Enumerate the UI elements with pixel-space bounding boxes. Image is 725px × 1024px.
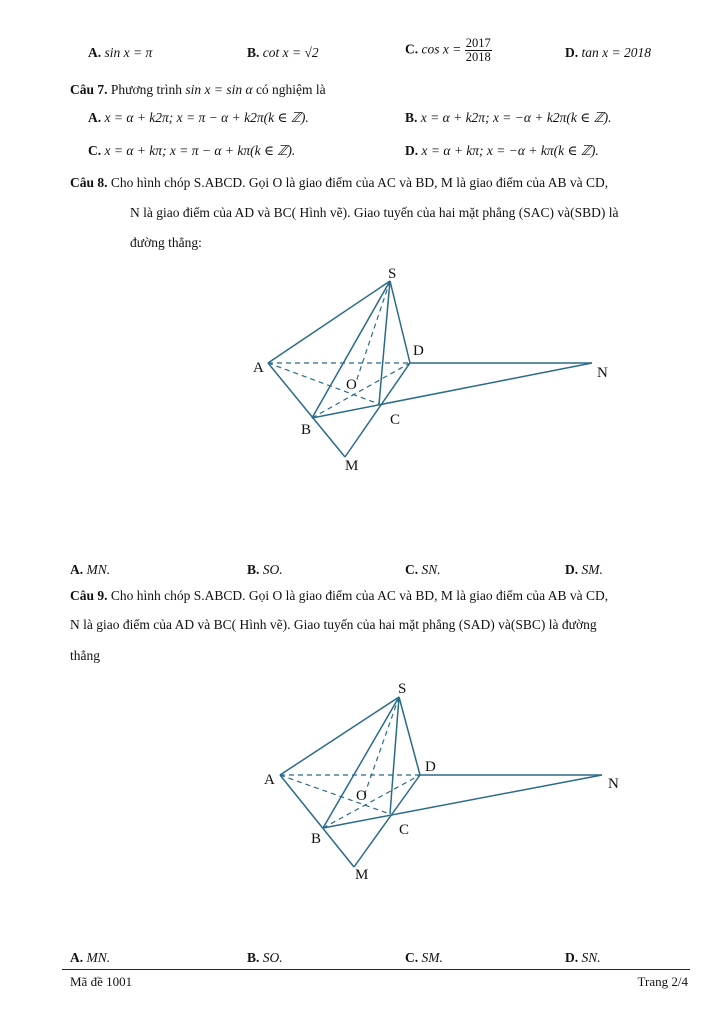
q9-stem-line1: Câu 9. Cho hình chóp S.ABCD. Gọi O là giao điểm của AC và BD, M là giao điểm của AB và CD, (70, 588, 609, 603)
edge-sb (312, 281, 390, 418)
q9-label-d: D (425, 759, 436, 775)
q8-stem-line1: Câu 8. Cho hình chóp S.ABCD. Gọi O là giao điểm của AC và BD, M là giao điểm của AB và CD, (70, 175, 609, 190)
q9-option-b: B. SO. (247, 950, 283, 965)
edge-am (268, 363, 345, 457)
label-o: O (346, 377, 357, 393)
edge-sd (390, 281, 410, 363)
q9-label-s: S (398, 681, 407, 697)
q8-option-a: A. MN. (70, 562, 111, 577)
q9-option-a: A. MN. (70, 950, 111, 965)
q9-label-c: C (399, 822, 410, 838)
label-d: D (413, 343, 424, 359)
q8-option-d: D. SM. (565, 562, 603, 577)
q8-option-b: B. SO. (247, 562, 283, 577)
label-s: S (388, 266, 397, 282)
footer-page: Trang 2/4 (637, 974, 688, 989)
q7-option-b: B. x = α + k2π; x = −α + k2π(k ∈ ℤ). (405, 110, 612, 125)
label-n: N (597, 365, 608, 381)
q9-option-c: C. SM. (405, 950, 443, 965)
q9-stem-line2: N là giao điểm của AD và BC( Hình vẽ). Giao tuyến của hai mặt phẳng (SAD) và(SBC) là đường (70, 617, 597, 632)
q7-option-a: A. x = α + k2π; x = π − α + k2π(k ∈ ℤ). (88, 110, 309, 125)
q8-option-c: C. SN. (405, 562, 441, 577)
q7-stem: Câu 7. Phương trình sin x = sin α có nghiệm là (70, 82, 326, 97)
label-a: A (253, 360, 264, 376)
q7-option-d: D. x = α + kπ; x = −α + kπ(k ∈ ℤ). (405, 143, 599, 158)
q6-option-a: A. sin x = π (88, 45, 153, 60)
q9-label-m: M (355, 867, 369, 883)
label-c: C (390, 412, 401, 428)
q9-label-b: B (311, 831, 322, 847)
q6-option-d: D. tan x = 2018 (565, 45, 651, 60)
q9-stem-line3: thẳng (70, 648, 100, 663)
q6-option-c: C. cos x = $\frac{2017}{2018}$ (405, 36, 491, 65)
edge-sc (379, 281, 390, 404)
q9-option-d: D. SN. (565, 950, 601, 965)
q6-option-b: B. cot x = √2 (247, 45, 319, 60)
edge-sa (268, 281, 390, 363)
q9-label-o: O (356, 788, 367, 804)
q8-stem-line2: N là giao điểm của AD và BC( Hình vẽ). Giao tuyến của hai mặt phẳng (SAC) và(SBD) là (130, 205, 619, 220)
hidden-bd (312, 363, 410, 418)
q8-stem-line3: đường thẳng: (130, 235, 202, 250)
label-m: M (345, 458, 359, 474)
footer-code: Mã đề 1001 (70, 974, 133, 989)
q7-option-c: C. x = α + kπ; x = π − α + kπ(k ∈ ℤ). (88, 143, 296, 158)
footer-divider (62, 969, 690, 970)
q9-label-a: A (264, 772, 275, 788)
q9-label-n: N (608, 776, 619, 792)
label-b: B (301, 422, 312, 438)
q6-fraction: $\frac{2017}{2018}$ (465, 36, 491, 65)
